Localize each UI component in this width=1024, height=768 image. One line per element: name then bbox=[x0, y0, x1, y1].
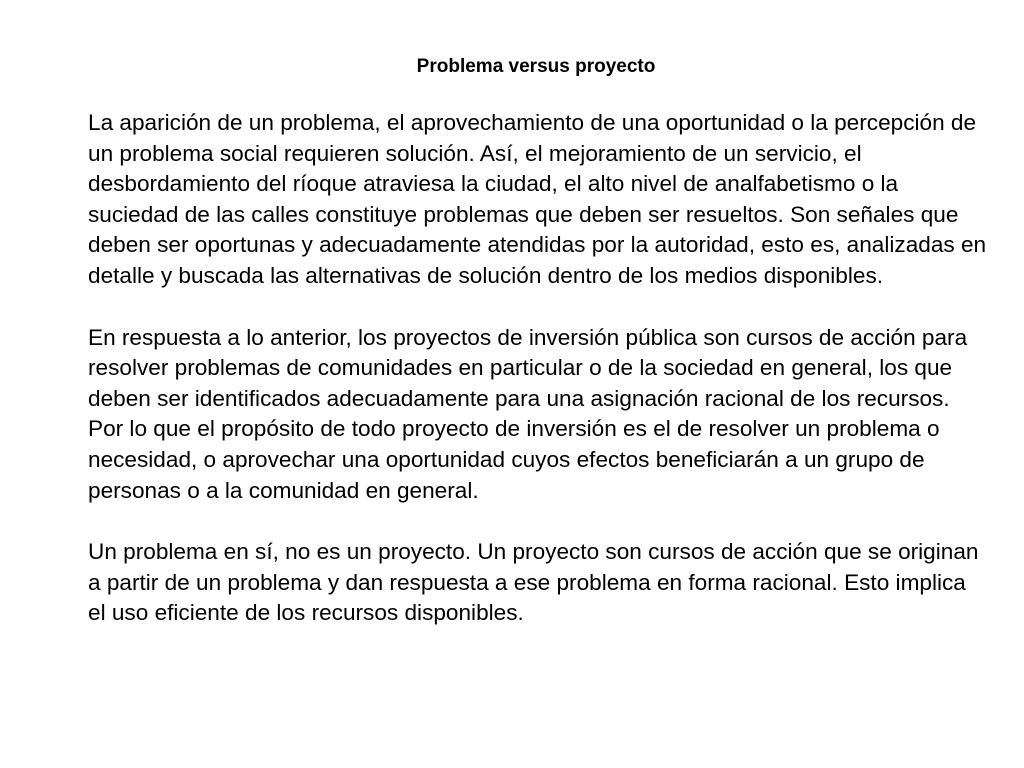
paragraph-conclusion: Un problema en sí, no es un proyecto. Un proyecto son cursos de acción que se originan a partir de un problema y dan respuesta a ese problema en forma racional. Esto implica el uso eficiente de los recursos disponibles. bbox=[88, 539, 979, 626]
paragraph-respuesta: En respuesta a lo anterior, los proyectos de inversión pública son cursos de acción para resolver problemas de comunidades en particular o de la sociedad en general, los que deben ser identificados adecuadamente para una asignación racional de los recursos. Por lo que el propósito de todo proyecto de inversión es el de resolver un problema o necesidad, o aprovechar una oportunidad cuyos efectos beneficiarán a un grupo de personas o a la comunidad en general. bbox=[88, 324, 968, 503]
paragraph-problema: La aparición de un problema, el aprovechamiento de una oportunidad o la percepción de un problema social requieren solución. Así, el mejoramiento de un servicio, el desbordamiento del ríoque atraviesa la ciudad, el alto nivel de analfabetismo o la suciedad de las calles constituye problemas que deben ser resueltos. Son señales que deben ser oportunas y adecuadamente atendidas por la autoridad, esto es, analizadas en detalle y buscada las alternativas de solución dentro de los medios disponibles. bbox=[88, 110, 987, 288]
slide-body bbox=[88, 108, 988, 660]
slide-title: Problema versus proyecto bbox=[416, 56, 656, 77]
